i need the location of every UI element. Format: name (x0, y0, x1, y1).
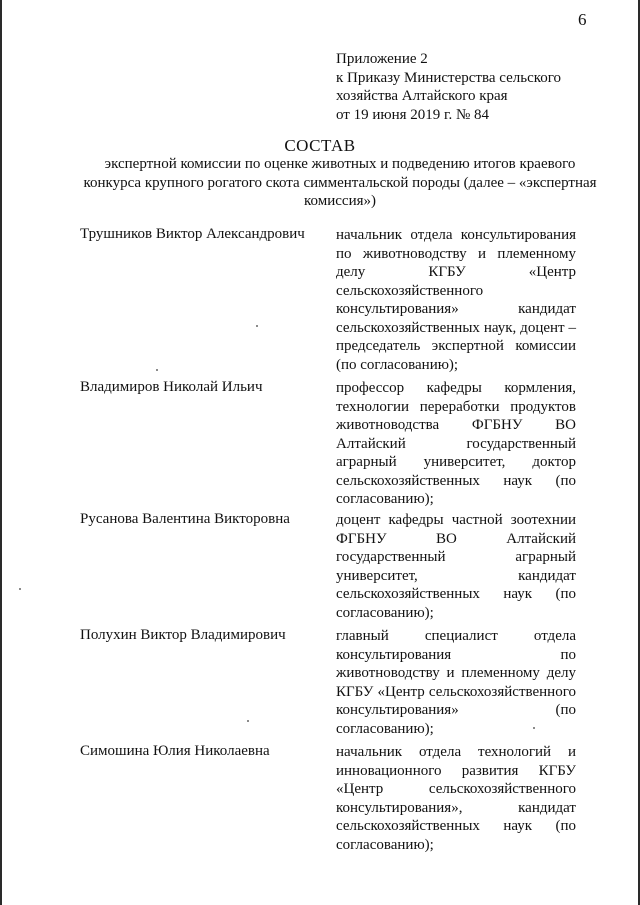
appendix-header (336, 50, 561, 124)
member-name: Владимиров Николай Ильич (80, 379, 263, 395)
member-role: начальник отдела консультирования по животноводству и племенному делу КГБУ «Центр сельскохозяйственного консультирования» кандидат сельскохозяйственных наук, доцент – председатель экспертной комиссии (по согласованию); (336, 227, 576, 373)
appendix-line-4: от 19 июня 2019 г. № 84 (336, 106, 490, 123)
appendix-line-2: к Приказу Министерства сельского (336, 69, 562, 86)
member-role: доцент кафедры частной зоотехнии ФГБНУ ВО Алтайский государственный аграрный университет, кандидат сельскохозяйственных наук (по согласованию); (336, 512, 576, 621)
document-title: СОСТАВ (284, 136, 356, 155)
member-name: Полухин Виктор Владимирович (80, 627, 286, 643)
scan-speck (247, 720, 249, 722)
scan-speck (156, 369, 158, 371)
member-role: начальник отдела технологий и инновационного развития КГБУ «Центр сельскохозяйственного консультирования», кандидат сельскохозяйственных наук (по согласованию); (336, 744, 576, 853)
member-name: Русанова Валентина Викторовна (80, 511, 290, 527)
appendix-line-3: хозяйства Алтайского края (336, 88, 508, 104)
member-name: Трушников Виктор Александрович (80, 226, 305, 242)
member-role: профессор кафедры кормления, технологии переработки продуктов животноводства ФГБНУ ВО Алтайский государственный аграрный университет, доктор сельскохозяйственных наук (по согласованию); (336, 380, 576, 507)
appendix-line-1: Приложение 2 (336, 51, 428, 67)
scan-speck (256, 325, 258, 327)
document-subtitle: экспертной комиссии по оценке животных и подведению итогов краевого конкурса крупного рогатого скота симментальской породы (далее – «экспертная комиссия») (83, 156, 597, 209)
member-role: главный специалист отдела консультирования по животноводству и племенному делу КГБУ «Центр сельскохозяйственного консультирования» (по согласованию); (336, 628, 576, 737)
page-number: 6 (578, 10, 587, 29)
scan-speck (533, 727, 535, 729)
scan-speck (19, 588, 21, 590)
member-name: Симошина Юлия Николаевна (80, 743, 270, 759)
